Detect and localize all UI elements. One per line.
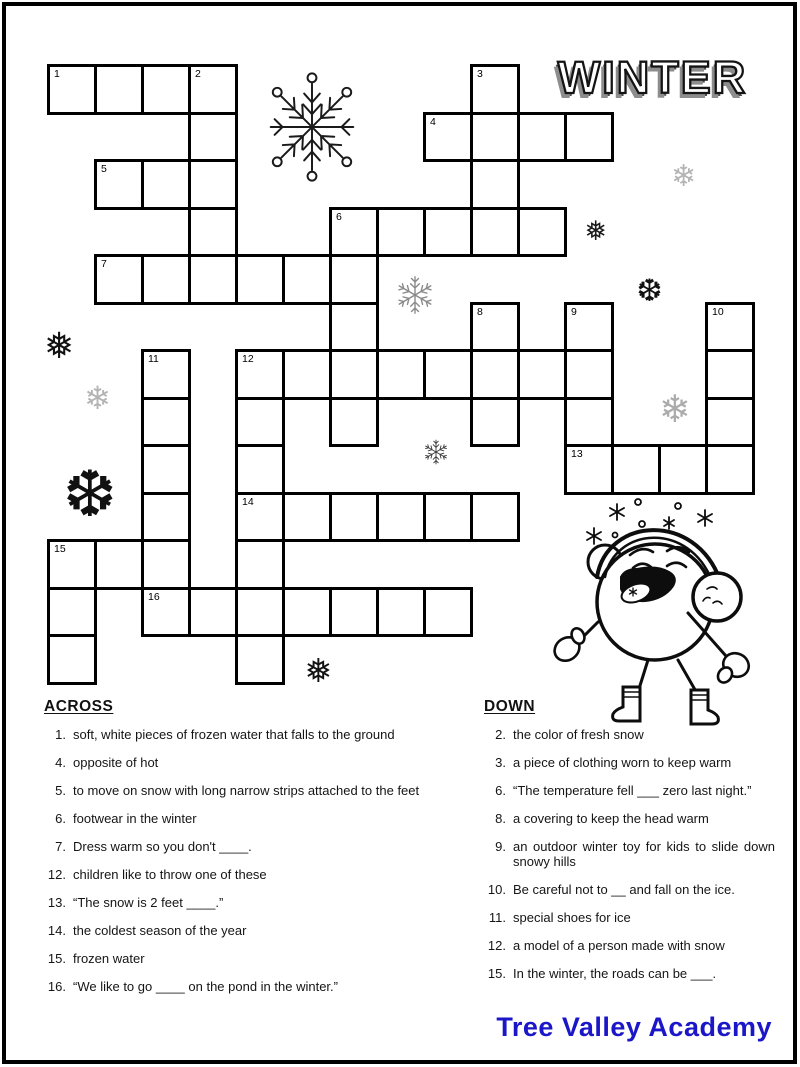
clue-text: In the winter, the roads can be ___.	[513, 966, 717, 981]
clue-text: footwear in the winter	[73, 811, 197, 826]
across-clue	[44, 923, 436, 938]
grid-cell[interactable]	[517, 112, 567, 163]
grid-cell-number: 13	[571, 448, 583, 460]
grid-cell[interactable]	[376, 587, 426, 638]
clue-number: 13.	[47, 895, 66, 910]
grid-cell-number: 3	[477, 68, 483, 80]
grid-cell-number: 1	[54, 68, 60, 80]
grid-cell[interactable]	[470, 112, 520, 163]
grid-cell[interactable]	[564, 397, 614, 448]
clue-number: 9.	[495, 839, 506, 854]
grid-cell[interactable]	[141, 444, 191, 495]
grid-cell-number: 7	[101, 258, 107, 270]
clue-text: “The temperature fell ___ zero last night.”	[513, 783, 752, 798]
clue-text: a covering to keep the head warm	[513, 811, 709, 826]
across-clue	[44, 727, 436, 742]
grid-cell[interactable]	[423, 349, 473, 400]
clue-number: 15.	[487, 966, 506, 981]
grid-cell[interactable]	[94, 539, 144, 590]
grid-cell[interactable]	[376, 349, 426, 400]
across-heading: ACROSS	[44, 698, 114, 715]
grid-cell[interactable]	[141, 64, 191, 115]
grid-cell-number: 4	[430, 115, 436, 128]
clue-text: children like to throw one of these	[73, 867, 267, 882]
grid-cell[interactable]	[282, 587, 332, 638]
grid-cell-number: 5	[101, 163, 107, 175]
clue-text: opposite of hot	[73, 755, 159, 770]
down-heading: DOWN	[484, 698, 536, 715]
clue-number: 3.	[495, 755, 506, 770]
clue-number: 1.	[55, 727, 66, 742]
grid-cell[interactable]	[235, 254, 285, 305]
grid-cell-number: 6	[336, 210, 342, 223]
grid-cell-number: 16	[148, 590, 160, 603]
clue-text: soft, white pieces of frozen water that falls to the ground	[73, 727, 395, 742]
down-clue	[484, 966, 779, 981]
grid-cell[interactable]	[141, 492, 191, 543]
down-clue	[484, 910, 779, 925]
clue-number: 11.	[488, 910, 506, 925]
clue-number: 2.	[495, 727, 506, 742]
clue-number: 4.	[55, 755, 66, 770]
snowflake-icon: ❆	[636, 272, 663, 309]
grid-cell[interactable]	[470, 302, 520, 353]
down-clue	[484, 811, 779, 826]
down-clue	[484, 938, 779, 953]
down-clues-section	[484, 698, 779, 994]
clue-text: the color of fresh snow	[513, 727, 644, 742]
clue-text: the coldest season of the year	[73, 923, 247, 938]
grid-cell[interactable]	[235, 634, 285, 685]
grid-cell-number: 15	[54, 543, 66, 555]
grid-cell[interactable]	[470, 397, 520, 448]
across-clue	[44, 783, 436, 798]
snowflake-icon: ❄	[659, 387, 691, 431]
grid-cell[interactable]	[564, 302, 614, 353]
grid-cell[interactable]	[282, 492, 332, 543]
grid-cell[interactable]	[517, 349, 567, 400]
grid-cell[interactable]	[141, 397, 191, 448]
down-clue	[484, 727, 779, 742]
grid-cell[interactable]	[141, 349, 191, 400]
grid-cell[interactable]	[94, 159, 144, 210]
clue-text: frozen water	[73, 951, 145, 966]
grid-cell[interactable]	[188, 64, 238, 115]
grid-cell[interactable]	[235, 444, 285, 495]
clue-text: to move on snow with long narrow strips attached to the feet	[73, 783, 420, 798]
clue-number: 15.	[47, 951, 66, 966]
grid-cell[interactable]	[141, 254, 191, 305]
grid-cell[interactable]	[470, 207, 520, 258]
grid-cell[interactable]	[423, 492, 473, 543]
grid-cell[interactable]	[423, 587, 473, 638]
grid-cell[interactable]	[188, 254, 238, 305]
grid-cell[interactable]	[470, 349, 520, 400]
grid-cell[interactable]	[705, 349, 755, 400]
snowflake-icon: ❆	[63, 458, 117, 532]
grid-cell[interactable]	[47, 587, 97, 638]
down-clue	[484, 839, 779, 869]
page-title: WINTER	[557, 52, 748, 103]
grid-cell-number: 14	[242, 495, 254, 508]
clue-number: 10.	[487, 882, 506, 897]
across-clue	[44, 895, 436, 910]
clue-text: Be careful not to __ and fall on the ice.	[513, 882, 735, 897]
snowflake-icon: ❅	[304, 650, 333, 690]
across-clue	[44, 839, 436, 854]
grid-cell[interactable]	[47, 539, 97, 590]
grid-cell[interactable]	[141, 587, 191, 638]
grid-cell[interactable]	[47, 634, 97, 685]
grid-cell[interactable]	[470, 159, 520, 210]
grid-cell[interactable]	[235, 397, 285, 448]
clue-number: 12.	[47, 867, 66, 882]
across-clues-section	[44, 698, 436, 1007]
across-clue-list	[44, 727, 436, 994]
down-clue	[484, 755, 779, 770]
grid-cell[interactable]	[235, 349, 285, 400]
across-clue	[44, 979, 436, 994]
clue-text: “We like to go ____ on the pond in the winter.”	[73, 979, 338, 994]
snowflake-icon: ❅	[584, 215, 608, 247]
grid-cell[interactable]	[188, 159, 238, 210]
grid-cell-number: 9	[571, 305, 577, 318]
grid-cell[interactable]	[329, 302, 379, 353]
grid-cell[interactable]	[329, 349, 379, 400]
grid-cell[interactable]	[423, 207, 473, 258]
grid-cell[interactable]	[235, 539, 285, 590]
grid-cell[interactable]	[705, 397, 755, 448]
grid-cell[interactable]	[423, 112, 473, 163]
grid-cell-number: 10	[712, 305, 724, 318]
grid-cell[interactable]	[329, 254, 379, 305]
grid-cell-number: 8	[477, 305, 483, 318]
grid-cell-number: 2	[195, 68, 201, 80]
clue-number: 6.	[495, 783, 506, 798]
snowflake-icon: ❄	[84, 379, 111, 417]
down-clue	[484, 882, 779, 897]
grid-cell[interactable]	[188, 587, 238, 638]
grid-cell[interactable]	[94, 254, 144, 305]
clue-number: 7.	[55, 839, 66, 854]
grid-cell[interactable]	[329, 207, 379, 258]
grid-cell[interactable]	[376, 207, 426, 258]
across-clue	[44, 811, 436, 826]
grid-cell[interactable]	[564, 112, 614, 163]
grid-cell[interactable]	[329, 587, 379, 638]
clue-text: an outdoor winter toy for kids to slide down snowy hills	[513, 839, 775, 869]
grid-cell[interactable]	[470, 492, 520, 543]
clue-text: special shoes for ice	[513, 910, 631, 925]
grid-cell[interactable]	[329, 397, 379, 448]
grid-cell[interactable]	[235, 587, 285, 638]
clue-text: “The snow is 2 feet ____.”	[73, 895, 224, 910]
across-clue	[44, 951, 436, 966]
grid-cell[interactable]	[282, 254, 332, 305]
across-clue	[44, 755, 436, 770]
across-clue	[44, 867, 436, 882]
grid-cell[interactable]	[188, 207, 238, 258]
snowflake-icon: ❅	[44, 326, 75, 367]
grid-cell[interactable]	[188, 112, 238, 163]
clue-number: 12.	[487, 938, 506, 953]
grid-cell[interactable]	[705, 302, 755, 353]
clue-number: 5.	[55, 783, 66, 798]
grid-cell[interactable]	[470, 64, 520, 115]
grid-cell[interactable]	[517, 207, 567, 258]
grid-cell[interactable]	[376, 492, 426, 543]
snowflake-icon: ❄	[671, 159, 697, 194]
clue-text: Dress warm so you don't ____.	[73, 839, 252, 854]
grid-cell[interactable]	[47, 64, 97, 115]
clue-text: a model of a person made with snow	[513, 938, 725, 953]
down-clue	[484, 783, 779, 798]
grid-cell[interactable]	[94, 64, 144, 115]
grid-cell[interactable]	[329, 492, 379, 543]
clue-number: 6.	[55, 811, 66, 826]
clue-number: 14.	[47, 923, 66, 938]
site-attribution: Tree Valley Academy	[496, 1012, 772, 1042]
grid-cell[interactable]	[141, 539, 191, 590]
grid-cell[interactable]	[282, 349, 332, 400]
clue-number: 16.	[47, 979, 66, 994]
down-clue-list	[484, 727, 779, 981]
grid-cell[interactable]	[141, 159, 191, 210]
grid-cell[interactable]	[235, 492, 285, 543]
grid-cell-number: 12	[242, 353, 254, 365]
grid-cell[interactable]	[564, 349, 614, 400]
grid-cell-number: 11	[148, 353, 159, 365]
clue-number: 8.	[495, 811, 506, 826]
clue-text: a piece of clothing worn to keep warm	[513, 755, 732, 770]
